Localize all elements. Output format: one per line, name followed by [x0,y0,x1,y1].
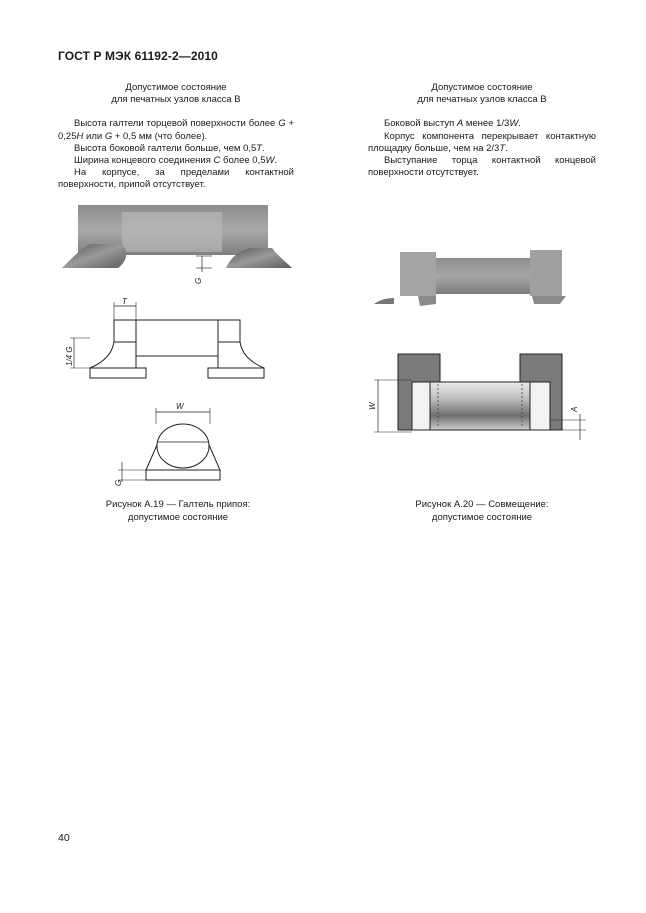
figure-a19-side-drawing [60,296,296,386]
right-paragraph-2 [368,131,596,155]
figure-a20-caption [366,499,598,524]
dim-a-label: A [570,406,579,412]
text-run: более 0,5 [220,155,266,167]
photo-left-pad-shadow [418,296,436,306]
var-W: W [265,155,275,167]
right-caption-line1: Допустимое состояние [431,82,533,93]
text-run: + 0,5 мм (что более). [112,130,208,142]
text-run: Боковой выступ [384,118,457,130]
right-paragraph-1 [368,118,596,130]
figure-a20-drawing [366,348,596,446]
end-termination [157,424,209,468]
figure-a20-caption-line2: допустимое состояние [431,511,533,523]
dim-t-label: T [122,297,127,306]
drawing-left-pad [90,368,146,378]
dim-g-end-label: G [114,479,123,486]
text-run: . [518,118,521,130]
photo-left-termination [400,252,436,296]
text-run: Корпус компонента перекрывает контактную площадку больше, чем на 2/3 [368,130,596,154]
end-pad [146,470,220,480]
text-run: . [262,142,265,154]
figure-a19-caption-line2: допустимое состояние [127,511,229,523]
dim-w-label: W [368,402,377,410]
a20-component-body [430,382,530,430]
text-run: Высота галтели торцевой поверхности более [74,118,279,130]
var-C: C [213,155,221,167]
left-caption-line2: для печатных узлов класса В [111,94,241,106]
var-T: T [256,142,263,154]
figure-a19-end-drawing [60,398,296,492]
standard-header: ГОСТ Р МЭК 61192-2—2010 [58,49,218,63]
dim-g-label: G [194,277,203,284]
var-W: W [509,118,519,130]
var-T: T [499,142,506,154]
text-run: или [83,130,105,142]
left-column [58,82,294,192]
text-run: . [505,142,508,154]
text-run: менее 1/3 [463,118,510,130]
text-run: . [274,155,278,167]
dim-quarter-g-label: 1/4 G [65,346,74,366]
text-run: Ширина концевого соединения [74,155,214,167]
left-paragraph-3 [58,155,294,167]
var-H: H [76,130,84,142]
text-run: + 0,25 [58,118,294,142]
figure-a19-photo [60,200,296,290]
right-paragraph-3: Выступание торца контактной концевой поверхности отсутствует. [368,155,596,179]
body-center [122,212,222,252]
drawing-left-fillet [90,342,136,368]
photo-body [436,258,532,294]
right-column [368,82,596,179]
left-paragraph-2 [58,143,294,155]
photo-left-solder [374,298,394,304]
left-paragraph-1 [58,118,294,142]
a20-right-termination [528,382,550,430]
drawing-right-fillet [218,342,264,368]
text-run: Высота боковой галтели больше, чем 0,5 [74,142,257,154]
left-caption-line1: Допустимое состояние [125,82,227,93]
drawing-right-pad [208,368,264,378]
var-G: G [104,130,113,142]
var-G: G [278,118,286,130]
var-A: A [456,118,464,130]
right-caption-line2: для печатных узлов класса В [417,94,547,106]
page-number: 40 [58,832,70,844]
left-fillet [62,244,126,268]
left-paragraph-4: На корпусе, за пределами контактной поверхности, припой отсутствует. [58,167,294,191]
dim-w-label: W [176,402,184,411]
figure-a19-caption-line1: Рисунок А.19 — Галтель припоя: [105,499,251,510]
photo-right-termination [530,250,562,296]
photo-right-pad-shadow [532,296,566,304]
figure-a20-photo [370,246,596,310]
figure-a19-caption [60,499,296,524]
figure-a20-caption-line1: Рисунок А.20 — Совмещение: [415,499,549,510]
